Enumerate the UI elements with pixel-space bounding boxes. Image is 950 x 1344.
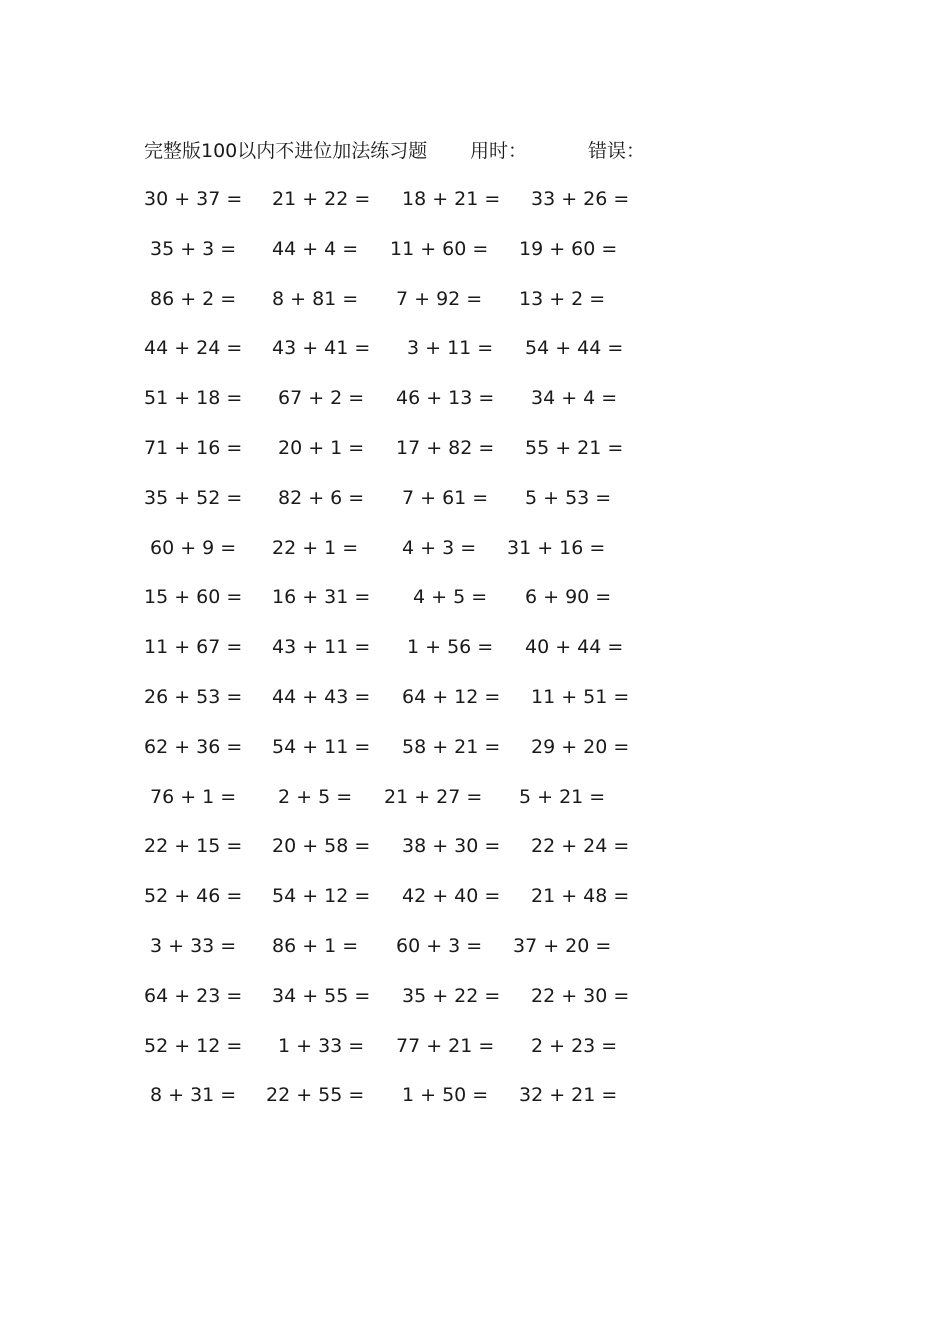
problem-item: 42 + 40 = [402,885,501,908]
problem-item: 8 + 31 = [150,1084,237,1107]
problem-row [0,434,950,484]
problem-item: 18 + 21 = [402,188,501,210]
problem-item: 54 + 11 = [272,735,371,758]
problem-item: 4 + 3 = [402,536,477,559]
problem-row [0,982,950,1032]
problem-item: 20 + 1 = [278,436,365,459]
problem-item: 20 + 58 = [272,835,371,858]
problem-item: 30 + 37 = [144,188,243,210]
problem-row [0,285,950,335]
problem-row [0,534,950,584]
problem-item: 71 + 16 = [144,436,243,459]
problem-item: 8 + 81 = [272,287,359,310]
problem-item: 5 + 53 = [525,486,612,509]
problem-item: 82 + 6 = [278,486,365,509]
problem-item: 22 + 24 = [531,835,630,858]
problem-item: 6 + 90 = [525,586,612,609]
problem-row [0,185,950,235]
problem-item: 43 + 11 = [272,636,371,659]
problem-item: 16 + 31 = [272,586,371,609]
problem-item: 38 + 30 = [402,835,501,858]
problem-item: 17 + 82 = [396,436,495,459]
problem-row [0,1081,950,1131]
problem-item: 1 + 56 = [407,636,494,659]
problem-item: 2 + 23 = [531,1034,618,1057]
problem-item: 44 + 24 = [144,337,243,360]
problem-item: 44 + 43 = [272,685,371,708]
problem-item: 64 + 23 = [144,984,243,1007]
problem-item: 21 + 48 = [531,885,630,908]
problem-item: 46 + 13 = [396,387,495,410]
problem-item: 31 + 16 = [507,536,606,559]
problem-item: 3 + 33 = [150,934,237,957]
problem-row [0,235,950,285]
problem-item: 55 + 21 = [525,436,624,459]
problem-item: 43 + 41 = [272,337,371,360]
problem-item: 54 + 12 = [272,885,371,908]
problem-item: 64 + 12 = [402,685,501,708]
problem-item: 7 + 92 = [396,287,483,310]
problem-item: 86 + 1 = [272,934,359,957]
problem-item: 76 + 1 = [150,785,237,808]
problem-item: 35 + 52 = [144,486,243,509]
error-label: 错误： [588,140,646,162]
problem-item: 11 + 60 = [390,237,489,260]
problem-item: 35 + 3 = [150,237,237,260]
problem-item: 67 + 2 = [278,387,365,410]
problem-item: 3 + 11 = [407,337,494,360]
worksheet-title: 完整版100以内不进位加法练习题 [144,140,428,162]
problem-row [0,733,950,783]
problem-item: 52 + 12 = [144,1034,243,1057]
problem-row [0,484,950,534]
problem-row [0,583,950,633]
problem-item: 22 + 30 = [531,984,630,1007]
problem-item: 13 + 2 = [519,287,606,310]
problem-item: 35 + 22 = [402,984,501,1007]
problem-item: 44 + 4 = [272,237,359,260]
problem-item: 52 + 46 = [144,885,243,908]
worksheet-header [144,137,704,165]
problem-item: 77 + 21 = [396,1034,495,1057]
problem-row [0,783,950,833]
problem-row [0,932,950,982]
problem-item: 62 + 36 = [144,735,243,758]
problem-row [0,882,950,932]
problem-row [0,334,950,384]
problem-item: 1 + 33 = [278,1034,365,1057]
problem-item: 19 + 60 = [519,237,618,260]
problem-item: 11 + 51 = [531,685,630,708]
problem-item: 21 + 27 = [384,785,483,808]
problem-item: 60 + 3 = [396,934,483,957]
problem-item: 22 + 15 = [144,835,243,858]
problem-item: 58 + 21 = [402,735,501,758]
problem-item: 33 + 26 = [531,188,630,210]
problem-item: 34 + 4 = [531,387,618,410]
problem-row [0,683,950,733]
problem-item: 2 + 5 = [278,785,353,808]
problem-item: 22 + 55 = [266,1084,365,1107]
problem-item: 15 + 60 = [144,586,243,609]
problem-row [0,832,950,882]
problem-item: 51 + 18 = [144,387,243,410]
problem-item: 37 + 20 = [513,934,612,957]
problem-row [0,633,950,683]
problem-row [0,1032,950,1082]
problem-item: 40 + 44 = [525,636,624,659]
problem-item: 86 + 2 = [150,287,237,310]
time-label: 用时： [470,140,528,162]
problem-item: 1 + 50 = [402,1084,489,1107]
problem-item: 60 + 9 = [150,536,237,559]
problem-row [0,384,950,434]
problem-grid [0,185,950,1131]
problem-item: 54 + 44 = [525,337,624,360]
problem-item: 29 + 20 = [531,735,630,758]
problem-item: 11 + 67 = [144,636,243,659]
problem-item: 21 + 22 = [272,188,371,210]
problem-item: 32 + 21 = [519,1084,618,1107]
problem-item: 22 + 1 = [272,536,359,559]
problem-item: 5 + 21 = [519,785,606,808]
problem-item: 4 + 5 = [413,586,488,609]
problem-item: 34 + 55 = [272,984,371,1007]
problem-item: 7 + 61 = [402,486,489,509]
problem-item: 26 + 53 = [144,685,243,708]
